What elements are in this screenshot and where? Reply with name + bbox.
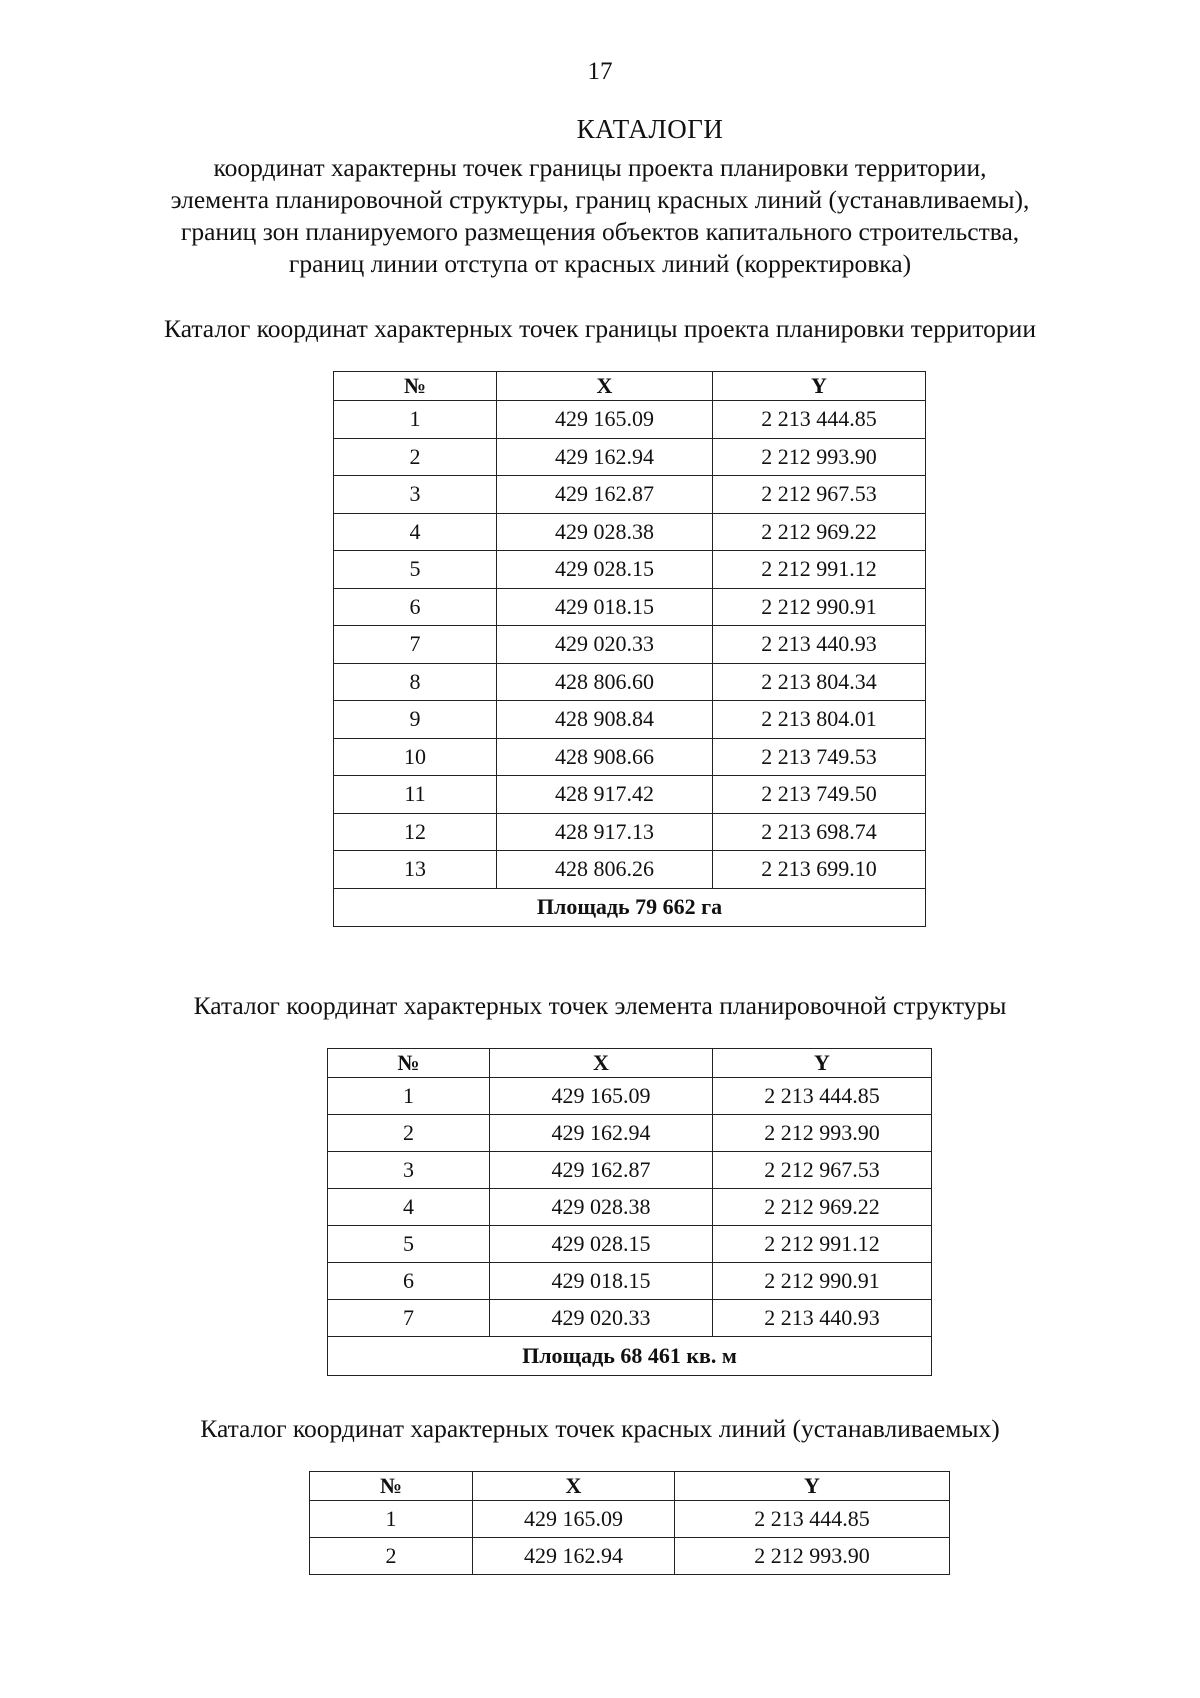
point-number-cell: 2 [310, 1538, 473, 1575]
point-number-cell: 7 [328, 1300, 490, 1337]
catalog-3-table [309, 1471, 950, 1575]
table-row [334, 401, 926, 439]
x-coordinate-cell: 428 917.42 [497, 776, 713, 814]
table-row [334, 476, 926, 514]
x-coordinate-cell: 429 162.87 [490, 1152, 713, 1189]
x-coordinate-cell: 428 908.84 [497, 701, 713, 739]
x-coordinate-cell: 429 028.38 [497, 513, 713, 551]
catalog-3-heading: Каталог координат характерных точек красных линий (устанавливаемых) [200, 1414, 1000, 1443]
table-row [334, 551, 926, 589]
table-row [328, 1300, 932, 1337]
x-coordinate-cell: 429 165.09 [497, 401, 713, 439]
y-coordinate-cell: 2 213 804.01 [713, 701, 926, 739]
y-coordinate-cell: 2 213 444.85 [675, 1501, 950, 1538]
table-row [334, 588, 926, 626]
table-row [310, 1538, 950, 1575]
column-header-num: № [328, 1049, 490, 1078]
point-number-cell: 3 [334, 476, 497, 514]
table-row [334, 663, 926, 701]
y-coordinate-cell: 2 212 969.22 [713, 1189, 932, 1226]
y-coordinate-cell: 2 212 991.12 [713, 551, 926, 589]
table-row [334, 701, 926, 739]
y-coordinate-cell: 2 213 440.93 [713, 1300, 932, 1337]
x-coordinate-cell: 429 162.94 [473, 1538, 675, 1575]
point-number-cell: 9 [334, 701, 497, 739]
y-coordinate-cell: 2 212 969.22 [713, 513, 926, 551]
y-coordinate-cell: 2 212 993.90 [713, 1115, 932, 1152]
page-number: 17 [587, 58, 613, 85]
x-coordinate-cell: 429 018.15 [497, 588, 713, 626]
point-number-cell: 4 [328, 1189, 490, 1226]
table-row [328, 1189, 932, 1226]
point-number-cell: 7 [334, 626, 497, 664]
y-coordinate-cell: 2 212 993.90 [713, 438, 926, 476]
point-number-cell: 6 [328, 1263, 490, 1300]
x-coordinate-cell: 429 020.33 [490, 1300, 713, 1337]
point-number-cell: 11 [334, 776, 497, 814]
x-coordinate-cell: 429 028.38 [490, 1189, 713, 1226]
x-coordinate-cell: 429 165.09 [473, 1501, 675, 1538]
y-coordinate-cell: 2 213 749.50 [713, 776, 926, 814]
point-number-cell: 1 [334, 401, 497, 439]
table-row [334, 813, 926, 851]
y-coordinate-cell: 2 212 990.91 [713, 588, 926, 626]
y-coordinate-cell: 2 213 804.34 [713, 663, 926, 701]
y-coordinate-cell: 2 213 699.10 [713, 851, 926, 889]
area-row [328, 1337, 932, 1376]
subtitle-line: границ зон планируемого размещения объектов капитального строительства, [180, 217, 1020, 246]
table-header-row [328, 1049, 932, 1078]
y-coordinate-cell: 2 213 749.53 [713, 738, 926, 776]
column-header-num: № [310, 1472, 473, 1501]
subtitle-line: координат характерны точек границы проекта планировки территории, [213, 153, 987, 182]
x-coordinate-cell: 428 917.13 [497, 813, 713, 851]
subtitle-line: границ линии отступа от красных линий (корректировка) [288, 249, 912, 278]
table-row [328, 1115, 932, 1152]
table-header-row [310, 1472, 950, 1501]
x-coordinate-cell: 429 162.94 [497, 438, 713, 476]
area-row [334, 888, 926, 926]
column-header-y: Y [713, 372, 926, 401]
y-coordinate-cell: 2 212 990.91 [713, 1263, 932, 1300]
point-number-cell: 4 [334, 513, 497, 551]
table-row [334, 851, 926, 889]
x-coordinate-cell: 429 018.15 [490, 1263, 713, 1300]
area-total: Площадь 68 461 кв. м [328, 1337, 932, 1376]
point-number-cell: 3 [328, 1152, 490, 1189]
table-row [334, 626, 926, 664]
point-number-cell: 5 [334, 551, 497, 589]
x-coordinate-cell: 428 908.66 [497, 738, 713, 776]
x-coordinate-cell: 429 028.15 [490, 1226, 713, 1263]
point-number-cell: 5 [328, 1226, 490, 1263]
table-row [328, 1263, 932, 1300]
point-number-cell: 1 [310, 1501, 473, 1538]
y-coordinate-cell: 2 213 444.85 [713, 401, 926, 439]
y-coordinate-cell: 2 212 991.12 [713, 1226, 932, 1263]
x-coordinate-cell: 429 165.09 [490, 1078, 713, 1115]
table-row [334, 776, 926, 814]
y-coordinate-cell: 2 213 698.74 [713, 813, 926, 851]
x-coordinate-cell: 429 028.15 [497, 551, 713, 589]
table-row [328, 1152, 932, 1189]
column-header-y: Y [675, 1472, 950, 1501]
catalog-1-heading: Каталог координат характерных точек границы проекта планировки территории [164, 314, 1036, 343]
y-coordinate-cell: 2 212 993.90 [675, 1538, 950, 1575]
column-header-x: X [497, 372, 713, 401]
point-number-cell: 13 [334, 851, 497, 889]
table-row [334, 738, 926, 776]
x-coordinate-cell: 429 162.94 [490, 1115, 713, 1152]
table-row [334, 438, 926, 476]
x-coordinate-cell: 429 020.33 [497, 626, 713, 664]
catalog-2-heading: Каталог координат характерных точек элемента планировочной структуры [193, 991, 1007, 1020]
table-row [310, 1501, 950, 1538]
x-coordinate-cell: 429 162.87 [497, 476, 713, 514]
subtitle-line: элемента планировочной структуры, границ красных линий (устанавливаемы), [170, 185, 1030, 214]
y-coordinate-cell: 2 213 444.85 [713, 1078, 932, 1115]
document-title: КАТАЛОГИ [576, 114, 724, 144]
y-coordinate-cell: 2 212 967.53 [713, 476, 926, 514]
point-number-cell: 6 [334, 588, 497, 626]
area-total: Площадь 79 662 га [334, 888, 926, 926]
column-header-y: Y [713, 1049, 932, 1078]
column-header-x: X [473, 1472, 675, 1501]
point-number-cell: 12 [334, 813, 497, 851]
catalog-2-table [327, 1048, 932, 1376]
y-coordinate-cell: 2 212 967.53 [713, 1152, 932, 1189]
point-number-cell: 8 [334, 663, 497, 701]
table-header-row [334, 372, 926, 401]
column-header-x: X [490, 1049, 713, 1078]
table-row [328, 1078, 932, 1115]
y-coordinate-cell: 2 213 440.93 [713, 626, 926, 664]
x-coordinate-cell: 428 806.26 [497, 851, 713, 889]
table-row [328, 1226, 932, 1263]
x-coordinate-cell: 428 806.60 [497, 663, 713, 701]
point-number-cell: 2 [334, 438, 497, 476]
table-row [334, 513, 926, 551]
point-number-cell: 1 [328, 1078, 490, 1115]
catalog-1-table [333, 371, 926, 927]
point-number-cell: 10 [334, 738, 497, 776]
point-number-cell: 2 [328, 1115, 490, 1152]
column-header-num: № [334, 372, 497, 401]
